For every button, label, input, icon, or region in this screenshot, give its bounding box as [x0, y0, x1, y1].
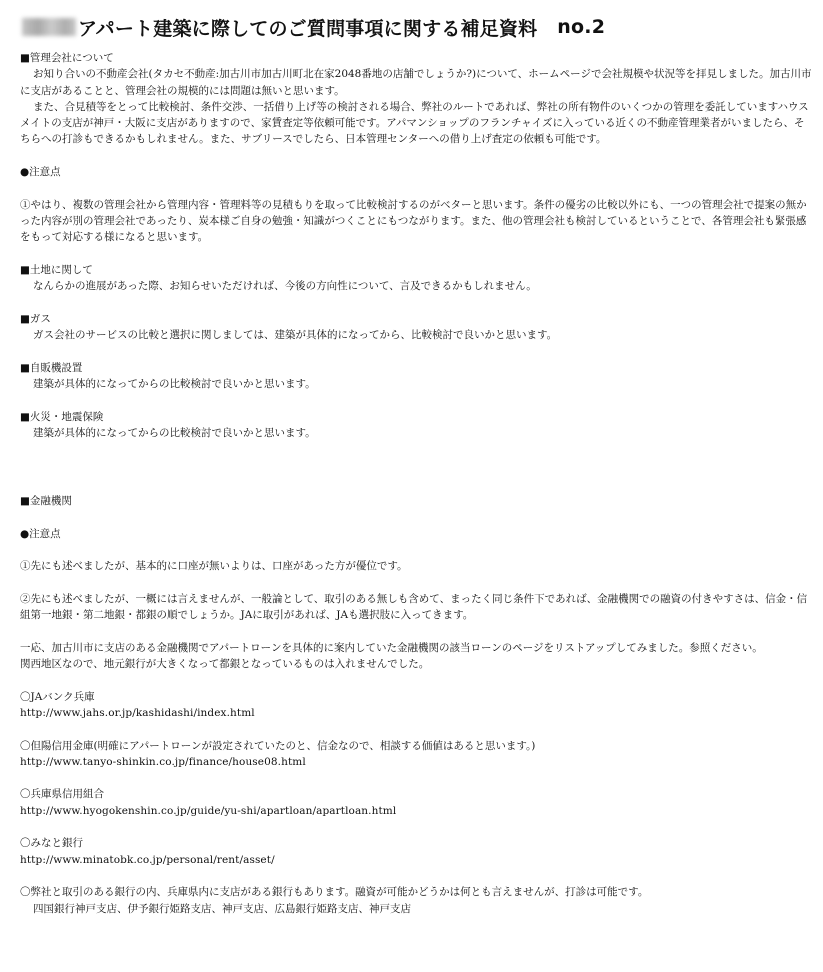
spacer — [20, 509, 812, 525]
paragraph-land: なんらかの進展があった際、お知らせいただければ、今後の方向性について、言及できるかもしれません。 — [33, 280, 537, 293]
spacer — [20, 575, 812, 591]
section-heading-vending: ■自販機設置 — [20, 361, 83, 374]
note-heading-finance: ●注意点 — [20, 527, 61, 540]
section-heading-land: ■土地に関して — [20, 263, 93, 276]
spacer — [20, 868, 812, 884]
spacer — [20, 392, 812, 408]
paragraph-finance-last: 〇弊社と取引のある銀行の内、兵庫県内に支店がある銀行もあります。融資が可能かどうかは何とも言えませんが、打診は可能です。 — [20, 886, 649, 899]
document-body — [20, 50, 812, 917]
bank-name: 〇但陽信用金庫(明確にアパートローンが設定されていたのと、信金なので、相談する価値はあると思います。) — [20, 739, 536, 752]
paragraph-insurance: 建築が具体的になってからの比較検討で良いかと思います。 — [33, 426, 316, 439]
spacer — [20, 624, 812, 640]
note-finance-1: ①先にも述べましたが、基本的に口座が無いよりは、口座があった方が優位です。 — [20, 560, 408, 573]
spacer — [20, 672, 812, 688]
document-title — [22, 14, 812, 40]
spacer — [20, 721, 812, 737]
paragraph-finance-branches: 四国銀行神戸支店、伊予銀行姫路支店、神戸支店、広島銀行姫路支店、神戸支店 — [33, 902, 411, 915]
section-heading-finance: ■金融機関 — [20, 495, 72, 508]
spacer — [20, 343, 812, 359]
spacer — [20, 441, 812, 493]
bank-name: 〇兵庫県信用組合 — [20, 788, 104, 801]
section-heading-gas: ■ガス — [20, 312, 51, 325]
paragraph-vending: 建築が具体的になってからの比較検討で良いかと思います。 — [33, 377, 316, 390]
spacer — [20, 770, 812, 786]
note-management: ①やはり、複数の管理会社から管理内容・管理料等の見積もりを取って比較検討するのがベターと思います。条件の優劣の比較以外にも、一つの管理会社で提案の無かった内容が別の管理会社であったり、炭本様ご自身の勉強・知識がつくことにもつながります。また、他の管理会社も検討しているということで、各管理会社も緊張感をもって対応する様になると思います。 — [20, 198, 807, 244]
spacer — [20, 180, 812, 196]
bank-name: 〇みなと銀行 — [20, 837, 83, 850]
spacer — [20, 148, 812, 164]
spacer — [20, 542, 812, 558]
bank-url-link[interactable]: http://www.jahs.or.jp/kashidashi/index.html — [20, 706, 255, 719]
paragraph-gas: ガス会社のサービスの比較と選択に関しましては、建築が具体的になってから、比較検討で良いかと思います。 — [33, 329, 558, 342]
paragraph-finance-intro-2: 関西地区なので、地元銀行が大きくなって都銀となっているものは入れませんでした。 — [20, 658, 430, 671]
spacer — [20, 294, 812, 310]
paragraph-finance-intro-1: 一応、加古川市に支店のある金融機関でアパートローンを具体的に案内していた金融機関の該当ローンのページをリストアップしてみました。参照ください。 — [20, 641, 763, 654]
title-text: アパート建築に際してのご質問事項に関する補足資料 — [78, 17, 538, 40]
bank-name: 〇JAバンク兵庫 — [20, 690, 95, 703]
title-number: no.2 — [557, 16, 606, 38]
paragraph-management-2: また、合見積等をとって比較検討、条件交渉、一括借り上げ等の検討される場合、弊社のルートであれば、弊社の所有物件のいくつかの管理を委託していますハウスメイトの支店が神戸・大阪に支店がありますので、家賃査定等依頼可能です。アパマンショップのフランチャイズに入っている近くの不動産管理業者がいましたら、そちらへの打診もできるかもしれません。また、サブリースでしたら、日本管理センターへの借り上げ査定の依頼も可能です。 — [20, 100, 809, 146]
redacted-name — [22, 18, 76, 36]
section-heading-insurance: ■火災・地震保険 — [20, 410, 104, 423]
paragraph-management-1: お知り合いの不動産会社(タカセ不動産:加古川市加古川町北在家2048番地の店舗でしょうか?)について、ホームページで会社規模や状況等を拝見しました。加古川市に支店があることと、管理会社の規模的には問題は無いと思います。 — [20, 68, 812, 97]
spacer — [20, 819, 812, 835]
spacer — [20, 246, 812, 262]
bank-url-link[interactable]: http://www.minatobk.co.jp/personal/rent/asset/ — [20, 853, 275, 866]
bank-url-link[interactable]: http://www.tanyo-shinkin.co.jp/finance/house08.html — [20, 755, 306, 768]
note-heading-management: ●注意点 — [20, 166, 61, 179]
section-heading-management: ■管理会社について — [20, 52, 114, 64]
bank-url-link[interactable]: http://www.hyogokenshin.co.jp/guide/yu-shi/apartloan/apartloan.html — [20, 804, 397, 817]
note-finance-2: ②先にも述べましたが、一概には言えませんが、一般論として、取引のある無しも含めて、まったく同じ条件下であれば、金融機関での融資の付きやすさは、信金・信組第一地銀・第二地銀・都銀の順でしょうか。JAに取引があれば、JAも選択肢に入ってきます。 — [20, 592, 808, 622]
